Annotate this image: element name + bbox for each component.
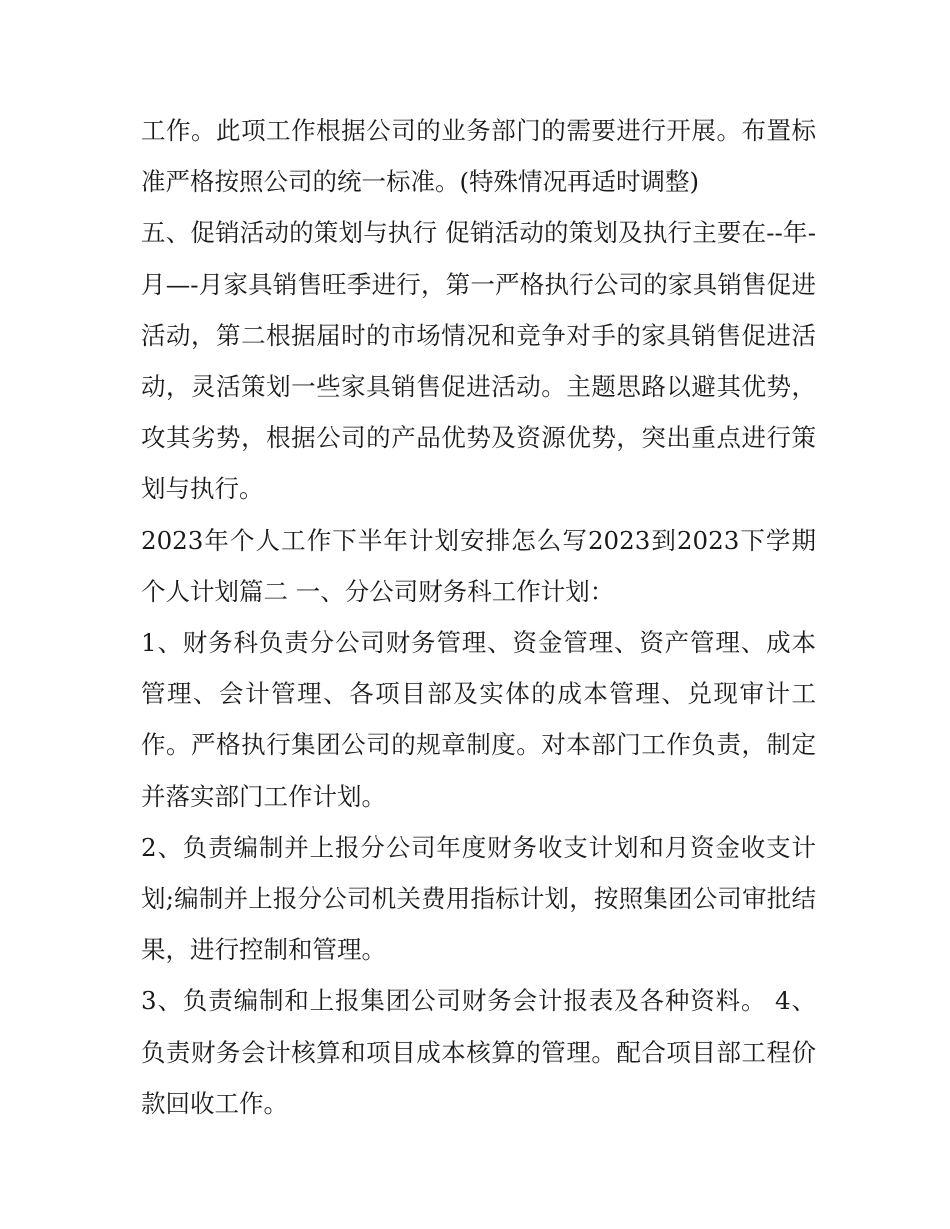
document-body (141, 105, 816, 1129)
paragraph-item-2: 2、负责编制并上报分公司年度财务收支计划和月资金收支计划;编制并上报分公司机关费用指标计划，按照集团公司审批结果，进行控制和管理。 (141, 832, 816, 965)
paragraph-work-standard: 工作。此项工作根据公司的业务部门的需要进行开展。布置标准严格按照公司的统一标准。(特殊情况再适时调整) (141, 116, 816, 197)
paragraph-item-1: 1、财务科负责分公司财务管理、资金管理、资产管理、成本管理、会计管理、各项目部及实体的成本管理、兑现审计工作。严格执行集团公司的规章制度。对本部门工作负责，制定并落实部门工作计划。 (141, 628, 816, 811)
paragraph-item-3: 3、负责编制和上报集团公司财务会计报表及各种资料。 4、负责财务会计核算和项目成本核算的管理。配合项目部工程价款回收工作。 (141, 986, 816, 1118)
paragraph-promotion-planning: 五、促销活动的策划与执行 促销活动的策划及执行主要在--年-月—-月家具销售旺季进行，第一严格执行公司的家具销售促进活动，第二根据届时的市场情况和竞争对手的家具销售促进活动，灵活策划一些家具销售促进活动。主题思路以避其优势，攻其劣势，根据公司的产品优势及资源优势，突出重点进行策划与执行。 (141, 218, 816, 504)
paragraph-plan-title: 2023年个人工作下半年计划安排怎么写2023到2023下学期个人计划篇二 一、分公司财务科工作计划： (141, 525, 816, 606)
